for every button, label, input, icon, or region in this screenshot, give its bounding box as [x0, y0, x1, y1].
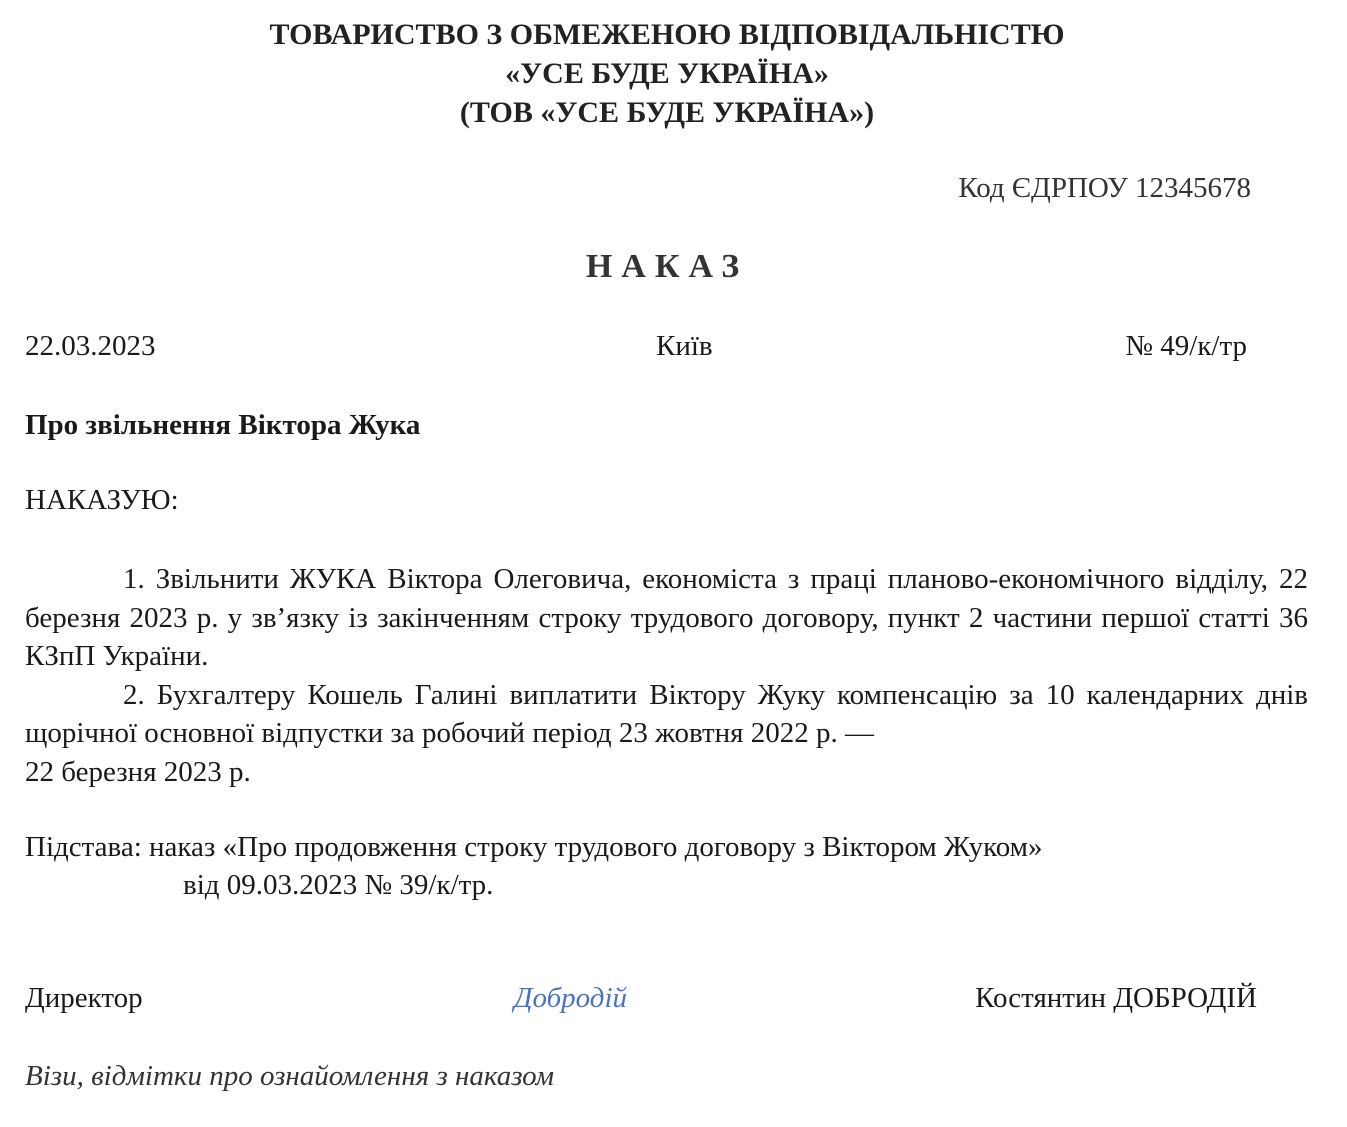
document-title: НАКАЗ — [585, 248, 749, 285]
order-item-1: 1. Звільнити ЖУКА Віктора Олеговича, економіста з праці планово-економічного відділу, 22 березня 2023 р. у зв’язку із закінченням строку трудового договору, пункт 2 частини першої статті 36 КЗпП України. — [25, 563, 1308, 672]
signatory-role: Директор — [25, 982, 143, 1014]
visas-note: Візи, відмітки про ознайомлення з наказом — [25, 1060, 555, 1092]
org-name-line-1: ТОВАРИСТВО З ОБМЕЖЕНОЮ ВІДПОВІДАЛЬНІСТЮ — [269, 18, 1065, 51]
order-date: 22.03.2023 — [25, 330, 156, 362]
org-short-name: (ТОВ «УСЕ БУДЕ УКРАЇНА») — [459, 96, 875, 129]
handwritten-signature: Добродій — [514, 982, 627, 1014]
order-city: Київ — [656, 330, 713, 362]
order-subject: Про звільнення Віктора Жука — [25, 409, 421, 441]
signatory-name: Костянтин ДОБРОДІЙ — [975, 982, 1257, 1014]
order-word: НАКАЗУЮ: — [25, 484, 179, 516]
order-number: № 49/к/тр — [1125, 330, 1247, 362]
order-item-2-continuation: 22 березня 2023 р. — [25, 755, 251, 788]
org-name-line-2: «УСЕ БУДЕ УКРАЇНА» — [505, 57, 829, 90]
basis-line-2: від 09.03.2023 № 39/к/тр. — [183, 869, 494, 901]
order-item-2: 2. Бухгалтеру Кошель Галині виплатити Віктору Жуку компенсацію за 10 календарних днів щорічної основної відпустки за робочий період 23 жовтня 2022 р. — — [25, 678, 1308, 749]
order-items — [25, 560, 1308, 791]
edrpou-code: Код ЄДРПОУ 12345678 — [958, 172, 1251, 204]
basis-line-1: Підстава: наказ «Про продовження строку трудового договору з Віктором Жуком» — [25, 831, 1043, 863]
